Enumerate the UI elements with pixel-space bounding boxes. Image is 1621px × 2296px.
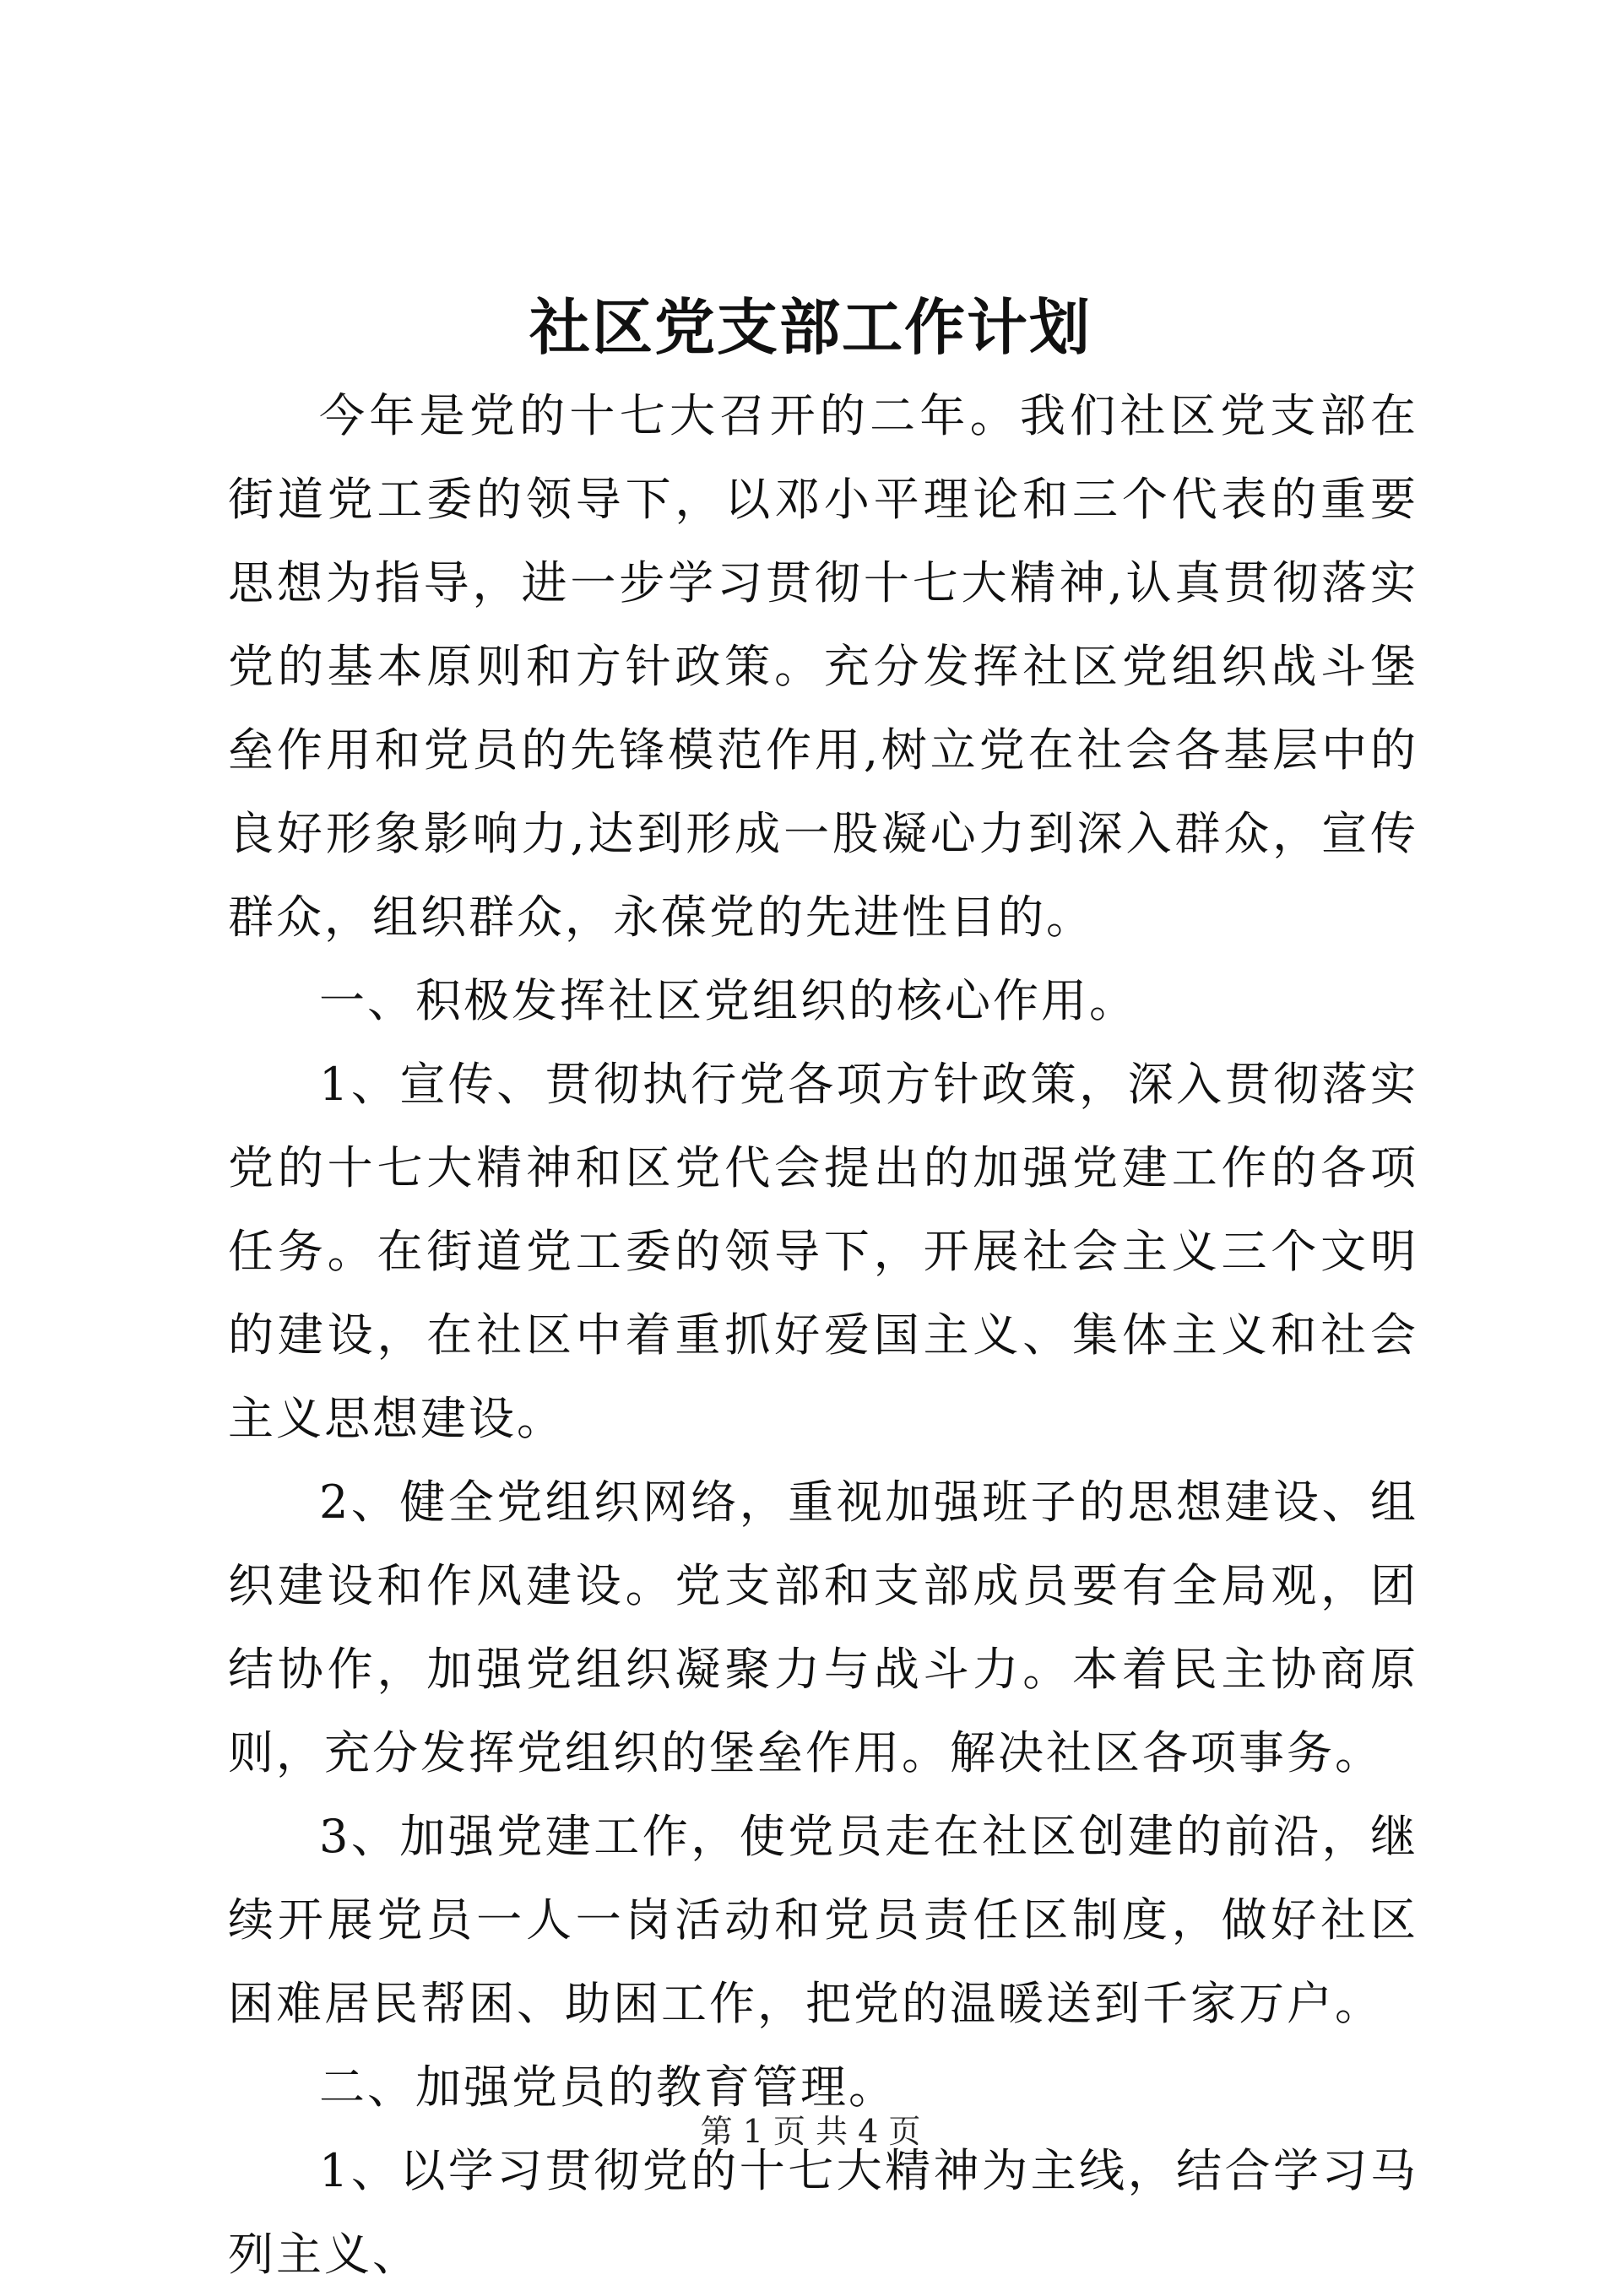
paragraph-intro: 今年是党的十七大召开的二年。我们社区党支部在街道党工委的领导下，以邓小平理论和三个代表的重要思想为指导，进一步学习贯彻十七大精神,认真贯彻落实党的基本原则和方针政策。充分发挥社区党组织战斗堡垒作用和党员的先锋模范作用,树立党在社会各基层中的良好形象影响力,达到形成一股凝心力到深入群众，宣传群众，组织群众，永葆党的先进性目的。 (228, 389, 1418, 944)
paragraph-2-1: 1、以学习贯彻党的十七大精神为主线，结合学习马列主义、 (228, 2144, 1418, 2281)
document-body (228, 374, 1418, 2296)
paragraph-1-3: 3、加强党建工作，使党员走在社区创建的前沿，继续开展党员一人一岗活动和党员责任区制度，做好社区困难居民帮困、助困工作，把党的温暖送到千家万户。 (228, 1810, 1418, 2030)
paragraph-1-2: 2、健全党组织网络，重视加强班子的思想建设、组织建设和作风建设。党支部和支部成员要有全局观，团结协作，加强党组织凝聚力与战斗力。本着民主协商原则，充分发挥党组织的堡垒作用。解决社区各项事务。 (228, 1476, 1418, 1779)
paragraph-1-1: 1、宣传、贯彻执行党各项方针政策，深入贯彻落实党的十七大精神和区党代会提出的加强党建工作的各项任务。在街道党工委的领导下，开展社会主义三个文明的建设，在社区中着重抓好爱国主义、集体主义和社会主义思想建设。 (228, 1058, 1418, 1445)
section-heading-2: 二、加强党员的教育管理。 (319, 2060, 897, 2114)
section-heading-1: 一、积极发挥社区党组织的核心作用。 (319, 974, 1137, 1027)
page-footer: 第 1 页 共 4 页 (700, 2113, 921, 2150)
document-title: 社区党支部工作计划 (529, 291, 1092, 363)
